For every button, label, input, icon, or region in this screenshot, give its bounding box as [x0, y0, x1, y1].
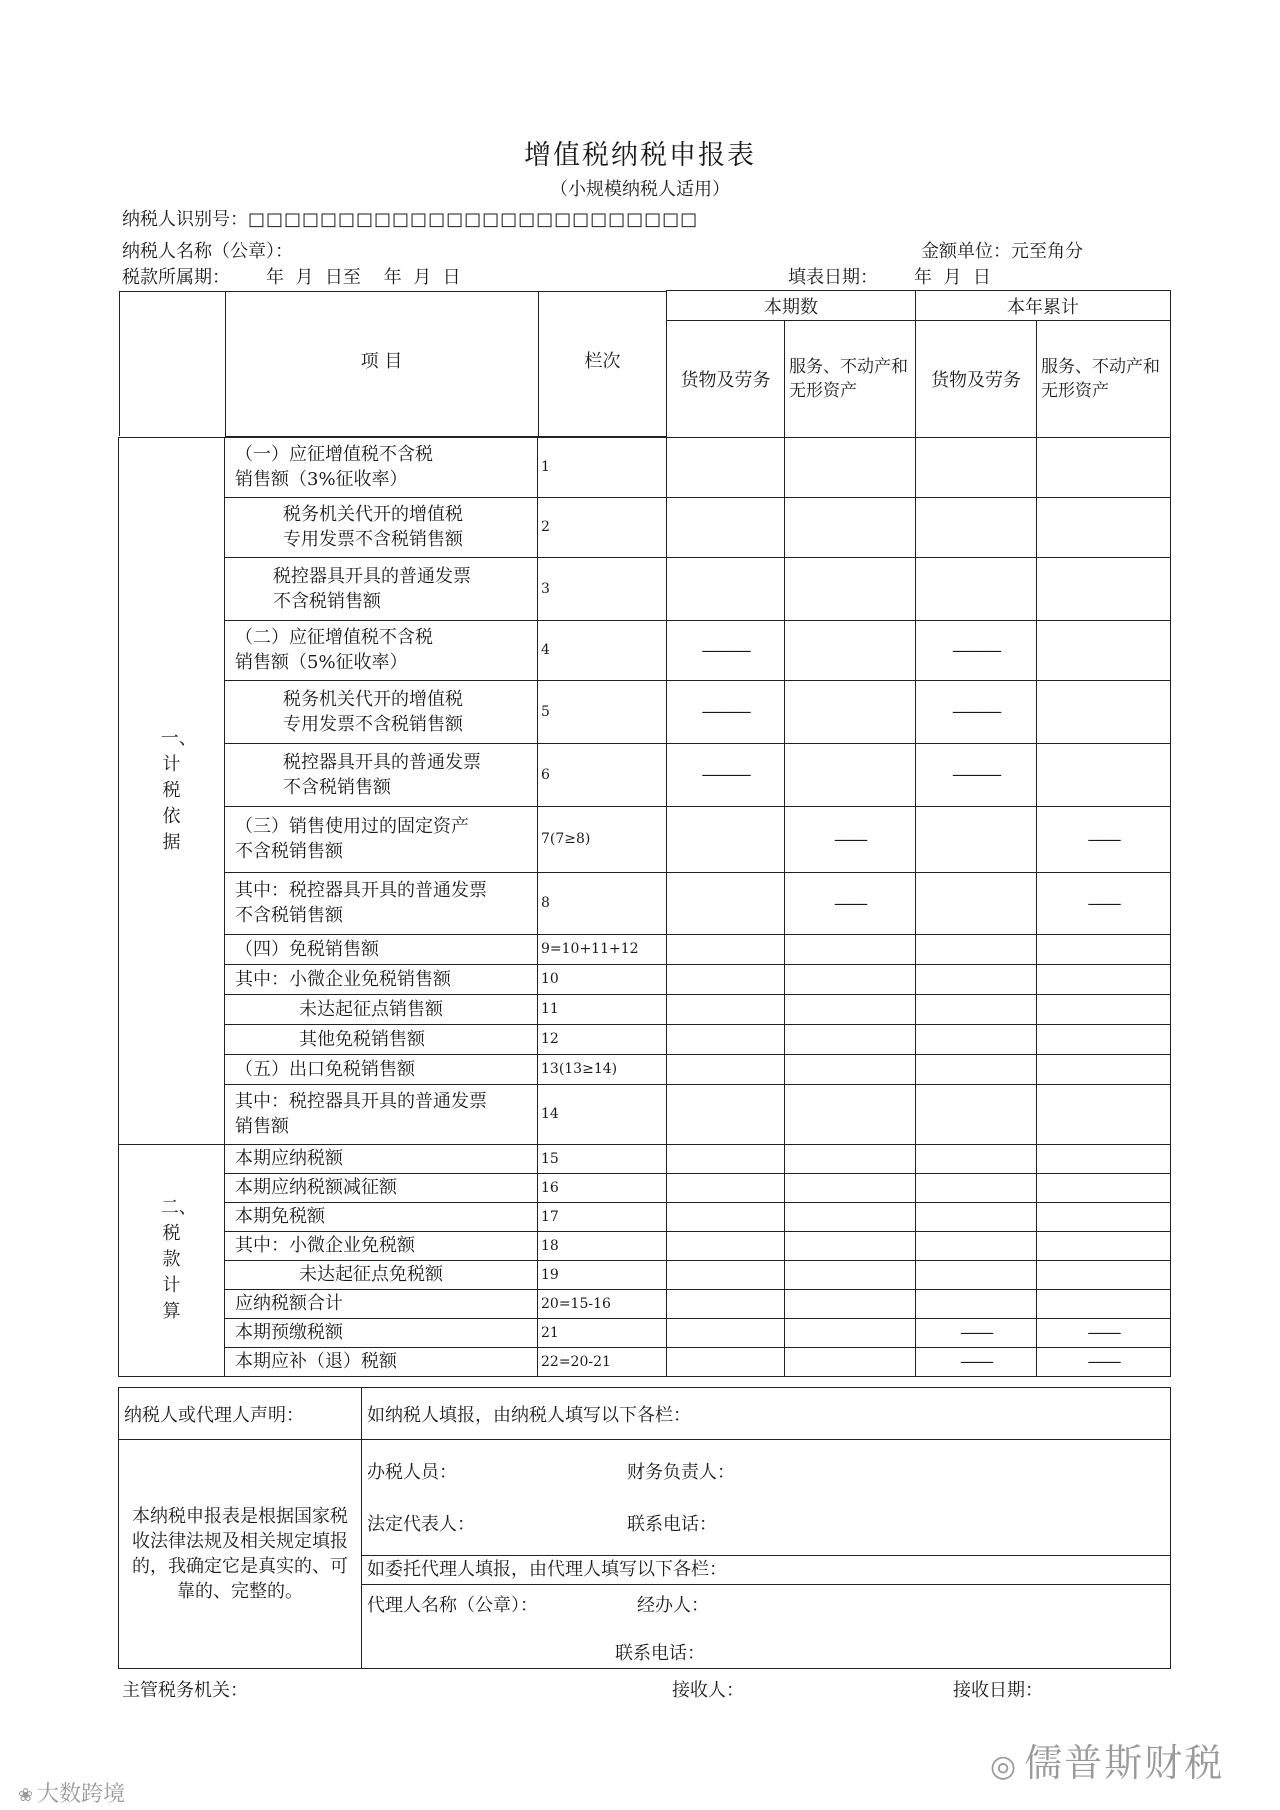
- logo-icon: ❀: [18, 1785, 34, 1806]
- wechat-icon: ◎: [990, 1749, 1019, 1784]
- cell-ytd-goods: ———: [916, 680, 1037, 743]
- cell-ytd-goods[interactable]: [916, 1260, 1037, 1289]
- row-line-number: 7(7≥8): [538, 806, 667, 872]
- cell-current-services[interactable]: [785, 1318, 916, 1347]
- cell-ytd-services: ——: [1037, 872, 1171, 934]
- cell-current-goods[interactable]: [667, 557, 785, 620]
- section-2-label: 二、税款计算: [119, 1144, 225, 1376]
- row-label: 税务机关代开的增值税 专用发票不含税销售额: [225, 680, 538, 743]
- tax-return-table: [118, 290, 1171, 1377]
- cell-ytd-services: ——: [1037, 1347, 1171, 1376]
- cell-current-goods: ———: [667, 743, 785, 806]
- group-current-header: 本期数: [667, 291, 916, 321]
- table-row: [119, 964, 1171, 994]
- row-line-number: 4: [538, 620, 667, 680]
- row-label: 其中：小微企业免税销售额: [225, 964, 538, 994]
- cell-current-services[interactable]: [785, 620, 916, 680]
- cell-current-goods[interactable]: [667, 1054, 785, 1084]
- cell-ytd-services[interactable]: [1037, 1024, 1171, 1054]
- cell-current-goods[interactable]: [667, 437, 785, 497]
- cell-ytd-services[interactable]: [1037, 1231, 1171, 1260]
- row-label: 税控器具开具的普通发票 不含税销售额: [225, 743, 538, 806]
- row-label: （二）应征增值税不含税 销售额（5%征收率）: [225, 620, 538, 680]
- table-row: [119, 680, 1171, 743]
- cell-ytd-services[interactable]: [1037, 964, 1171, 994]
- row-line-number: 17: [538, 1202, 667, 1231]
- receiver-label[interactable]: 接收人：: [672, 1680, 744, 1701]
- cell-current-goods[interactable]: [667, 1024, 785, 1054]
- cell-ytd-services[interactable]: [1037, 497, 1171, 557]
- cell-current-services[interactable]: [785, 1173, 916, 1202]
- row-label: 本期应补（退）税额: [225, 1347, 538, 1376]
- col-line-header: 栏次: [538, 291, 667, 436]
- cell-ytd-goods[interactable]: [916, 557, 1037, 620]
- cell-current-services[interactable]: [785, 1231, 916, 1260]
- table-row: [119, 557, 1171, 620]
- cell-ytd-goods[interactable]: [916, 964, 1037, 994]
- header-left-cell: [119, 291, 667, 438]
- cell-current-services[interactable]: [785, 1024, 916, 1054]
- row-line-number: 19: [538, 1260, 667, 1289]
- table-row: [119, 1084, 1171, 1144]
- row-label: 其他免税销售额: [225, 1024, 538, 1054]
- table-row: [119, 1231, 1171, 1260]
- cell-ytd-services[interactable]: [1037, 1084, 1171, 1144]
- taxpayer-id-row: [122, 205, 698, 231]
- taxpayer-id-label: 纳税人识别号：: [122, 209, 248, 230]
- cell-current-goods[interactable]: [667, 497, 785, 557]
- row-line-number: 2: [538, 497, 667, 557]
- cell-ytd-goods[interactable]: [916, 437, 1037, 497]
- watermark-left: ❀ 大数跨境: [18, 1782, 126, 1807]
- cell-ytd-goods: ——: [916, 1318, 1037, 1347]
- cell-ytd-goods[interactable]: [916, 872, 1037, 934]
- cell-current-goods: ———: [667, 620, 785, 680]
- row-label: 其中：小微企业免税额: [225, 1231, 538, 1260]
- table-row: [119, 1347, 1171, 1376]
- cell-current-services[interactable]: [785, 437, 916, 497]
- row-label: 应纳税额合计: [225, 1289, 538, 1318]
- cell-current-goods[interactable]: [667, 872, 785, 934]
- row-label: 税务机关代开的增值税 专用发票不含税销售额: [225, 497, 538, 557]
- row-label: 未达起征点销售额: [225, 994, 538, 1024]
- agent-phone-label[interactable]: 联系电话：: [615, 1643, 705, 1664]
- cell-current-services[interactable]: [785, 1054, 916, 1084]
- table-row: [119, 1144, 1171, 1173]
- cell-ytd-goods[interactable]: [916, 934, 1037, 964]
- row-line-number: 20=15-16: [538, 1289, 667, 1318]
- row-line-number: 22=20-21: [538, 1347, 667, 1376]
- tax-period-value[interactable]: 年 月 日至 年 月 日: [266, 267, 461, 288]
- table-row: [119, 1289, 1171, 1318]
- taxpayer-id-boxes[interactable]: □□□□□□□□□□□□□□□□□□□□□□□□□: [248, 209, 699, 230]
- row-line-number: 1: [538, 437, 667, 497]
- cell-current-services: ——: [785, 872, 916, 934]
- tax-period-label: 税款所属期：: [122, 267, 230, 288]
- cell-current-services[interactable]: [785, 1260, 916, 1289]
- cell-ytd-goods[interactable]: [916, 1289, 1037, 1318]
- table-row: [119, 934, 1171, 964]
- row-line-number: 15: [538, 1144, 667, 1173]
- cell-ytd-services[interactable]: [1037, 557, 1171, 620]
- cell-current-services[interactable]: [785, 1347, 916, 1376]
- cell-ytd-goods[interactable]: [916, 1054, 1037, 1084]
- table-row: [119, 1024, 1171, 1054]
- row-line-number: 9=10+11+12: [538, 934, 667, 964]
- amount-unit: 金额单位：元至角分: [921, 241, 1083, 262]
- handler-label[interactable]: 经办人：: [637, 1595, 709, 1616]
- cell-current-services[interactable]: [785, 743, 916, 806]
- row-line-number: 14: [538, 1084, 667, 1144]
- group-ytd-header: 本年累计: [916, 291, 1171, 321]
- form-subtitle: （小规模纳税人适用）: [550, 179, 730, 200]
- row-line-number: 16: [538, 1173, 667, 1202]
- cell-current-goods[interactable]: [667, 1202, 785, 1231]
- cell-current-goods[interactable]: [667, 934, 785, 964]
- row-label: （五）出口免税销售额: [225, 1054, 538, 1084]
- declaration-table: [118, 1387, 1171, 1669]
- row-line-number: 18: [538, 1231, 667, 1260]
- cell-current-goods: ———: [667, 680, 785, 743]
- row-label: 税控器具开具的普通发票 不含税销售额: [225, 557, 538, 620]
- taxpayer-name-label: 纳税人名称（公章）：: [122, 241, 293, 262]
- cell-ytd-services[interactable]: [1037, 1173, 1171, 1202]
- table-row: [119, 1318, 1171, 1347]
- cell-current-goods[interactable]: [667, 994, 785, 1024]
- cell-ytd-services[interactable]: [1037, 994, 1171, 1024]
- table-row: [119, 743, 1171, 806]
- row-line-number: 5: [538, 680, 667, 743]
- sub-goods-current: 货物及劳务: [667, 321, 785, 437]
- cell-current-services[interactable]: [785, 994, 916, 1024]
- cell-ytd-services: ——: [1037, 806, 1171, 872]
- row-label: 其中：税控器具开具的普通发票 不含税销售额: [225, 872, 538, 934]
- cell-ytd-services[interactable]: [1037, 1260, 1171, 1289]
- table-row: [119, 497, 1171, 557]
- fill-date-value[interactable]: 年 月 日: [914, 267, 991, 288]
- cell-ytd-services[interactable]: [1037, 680, 1171, 743]
- col-item-header: 项 目: [225, 291, 538, 436]
- cell-current-goods[interactable]: [667, 1144, 785, 1173]
- cell-ytd-goods: ——: [916, 1347, 1037, 1376]
- cell-ytd-goods[interactable]: [916, 1231, 1037, 1260]
- cell-current-goods[interactable]: [667, 1260, 785, 1289]
- cell-current-services[interactable]: [785, 497, 916, 557]
- section-1-label: 一、计税依据: [119, 437, 225, 1144]
- cell-ytd-goods[interactable]: [916, 1202, 1037, 1231]
- cell-ytd-goods[interactable]: [916, 806, 1037, 872]
- row-line-number: 3: [538, 557, 667, 620]
- cell-ytd-goods[interactable]: [916, 1024, 1037, 1054]
- cell-current-services[interactable]: [785, 1144, 916, 1173]
- cell-current-services[interactable]: [785, 680, 916, 743]
- tax-officer-label[interactable]: 办税人员：: [367, 1462, 457, 1483]
- table-row: [119, 1173, 1171, 1202]
- cell-current-goods[interactable]: [667, 1231, 785, 1260]
- cell-ytd-goods[interactable]: [916, 1084, 1037, 1144]
- table-row: [119, 1054, 1171, 1084]
- cell-current-services[interactable]: [785, 1084, 916, 1144]
- cell-ytd-goods[interactable]: [916, 1173, 1037, 1202]
- cell-ytd-services[interactable]: [1037, 1054, 1171, 1084]
- cell-ytd-services[interactable]: [1037, 1202, 1171, 1231]
- self-fill-instruction: 如纳税人填报，由纳税人填写以下各栏：: [362, 1388, 1171, 1440]
- cell-current-goods[interactable]: [667, 964, 785, 994]
- cell-current-services[interactable]: [785, 964, 916, 994]
- cell-current-services[interactable]: [785, 1289, 916, 1318]
- cell-current-services[interactable]: [785, 934, 916, 964]
- row-line-number: 21: [538, 1318, 667, 1347]
- receive-date-label[interactable]: 接收日期：: [953, 1680, 1043, 1701]
- form-title: 增值税纳税申报表: [524, 140, 756, 171]
- table-row: [119, 872, 1171, 934]
- cell-ytd-services[interactable]: [1037, 1144, 1171, 1173]
- cell-ytd-goods: ———: [916, 743, 1037, 806]
- row-line-number: 6: [538, 743, 667, 806]
- cell-ytd-services[interactable]: [1037, 743, 1171, 806]
- cell-current-goods[interactable]: [667, 1289, 785, 1318]
- row-label: 其中：税控器具开具的普通发票 销售额: [225, 1084, 538, 1144]
- table-row: [119, 437, 1171, 497]
- fill-date-label: 填表日期：: [788, 267, 878, 288]
- table-row: [119, 994, 1171, 1024]
- cell-current-goods[interactable]: [667, 1084, 785, 1144]
- row-label: 本期免税额: [225, 1202, 538, 1231]
- cell-current-services[interactable]: [785, 557, 916, 620]
- row-line-number: 13(13≥14): [538, 1054, 667, 1084]
- sub-goods-ytd: 货物及劳务: [916, 321, 1037, 437]
- row-line-number: 10: [538, 964, 667, 994]
- declaration-label: 纳税人或代理人声明：: [119, 1388, 362, 1440]
- cell-current-services[interactable]: [785, 1202, 916, 1231]
- cell-ytd-services[interactable]: [1037, 934, 1171, 964]
- agent-fill-instruction: 如委托代理人填报，由代理人填写以下各栏：: [362, 1555, 1170, 1585]
- cell-ytd-services[interactable]: [1037, 620, 1171, 680]
- table-row: [119, 806, 1171, 872]
- table-row: [119, 620, 1171, 680]
- sub-services-ytd: 服务、不动产和无形资产: [1037, 321, 1171, 437]
- tax-authority-label[interactable]: 主管税务机关：: [122, 1680, 248, 1701]
- contact-phone-label[interactable]: 联系电话：: [627, 1514, 717, 1535]
- cell-ytd-goods: ———: [916, 620, 1037, 680]
- cell-ytd-services[interactable]: [1037, 437, 1171, 497]
- row-label: （三）销售使用过的固定资产 不含税销售额: [225, 806, 538, 872]
- cell-current-goods[interactable]: [667, 806, 785, 872]
- watermark-right: ◎ 儒普斯财税: [990, 1741, 1225, 1785]
- declaration-signatures: [362, 1440, 1171, 1669]
- row-label: 本期应纳税额: [225, 1144, 538, 1173]
- declaration-statement: 本纳税申报表是根据国家税收法律法规及相关规定填报的，我确定它是真实的、可靠的、完整的。: [119, 1440, 362, 1669]
- row-line-number: 8: [538, 872, 667, 934]
- cell-current-goods[interactable]: [667, 1347, 785, 1376]
- row-label: 未达起征点免税额: [225, 1260, 538, 1289]
- cell-current-goods[interactable]: [667, 1173, 785, 1202]
- cell-current-goods[interactable]: [667, 1318, 785, 1347]
- row-label: （一）应征增值税不含税 销售额（3%征收率）: [225, 437, 538, 497]
- row-label: （四）免税销售额: [225, 934, 538, 964]
- table-row: [119, 1260, 1171, 1289]
- cell-current-services: ——: [785, 806, 916, 872]
- row-line-number: 12: [538, 1024, 667, 1054]
- sub-services-current: 服务、不动产和无形资产: [785, 321, 916, 437]
- table-row: [119, 1202, 1171, 1231]
- cell-ytd-goods[interactable]: [916, 1144, 1037, 1173]
- row-line-number: 11: [538, 994, 667, 1024]
- row-label: 本期应纳税额减征额: [225, 1173, 538, 1202]
- cell-ytd-goods[interactable]: [916, 497, 1037, 557]
- legal-rep-label[interactable]: 法定代表人：: [367, 1514, 475, 1535]
- cell-ytd-goods[interactable]: [916, 994, 1037, 1024]
- row-label: 本期预缴税额: [225, 1318, 538, 1347]
- finance-head-label[interactable]: 财务负责人：: [627, 1462, 735, 1483]
- agent-name-label[interactable]: 代理人名称（公章）：: [367, 1595, 538, 1616]
- header-blank-cell: [119, 291, 225, 436]
- cell-ytd-services[interactable]: [1037, 1289, 1171, 1318]
- cell-ytd-services: ——: [1037, 1318, 1171, 1347]
